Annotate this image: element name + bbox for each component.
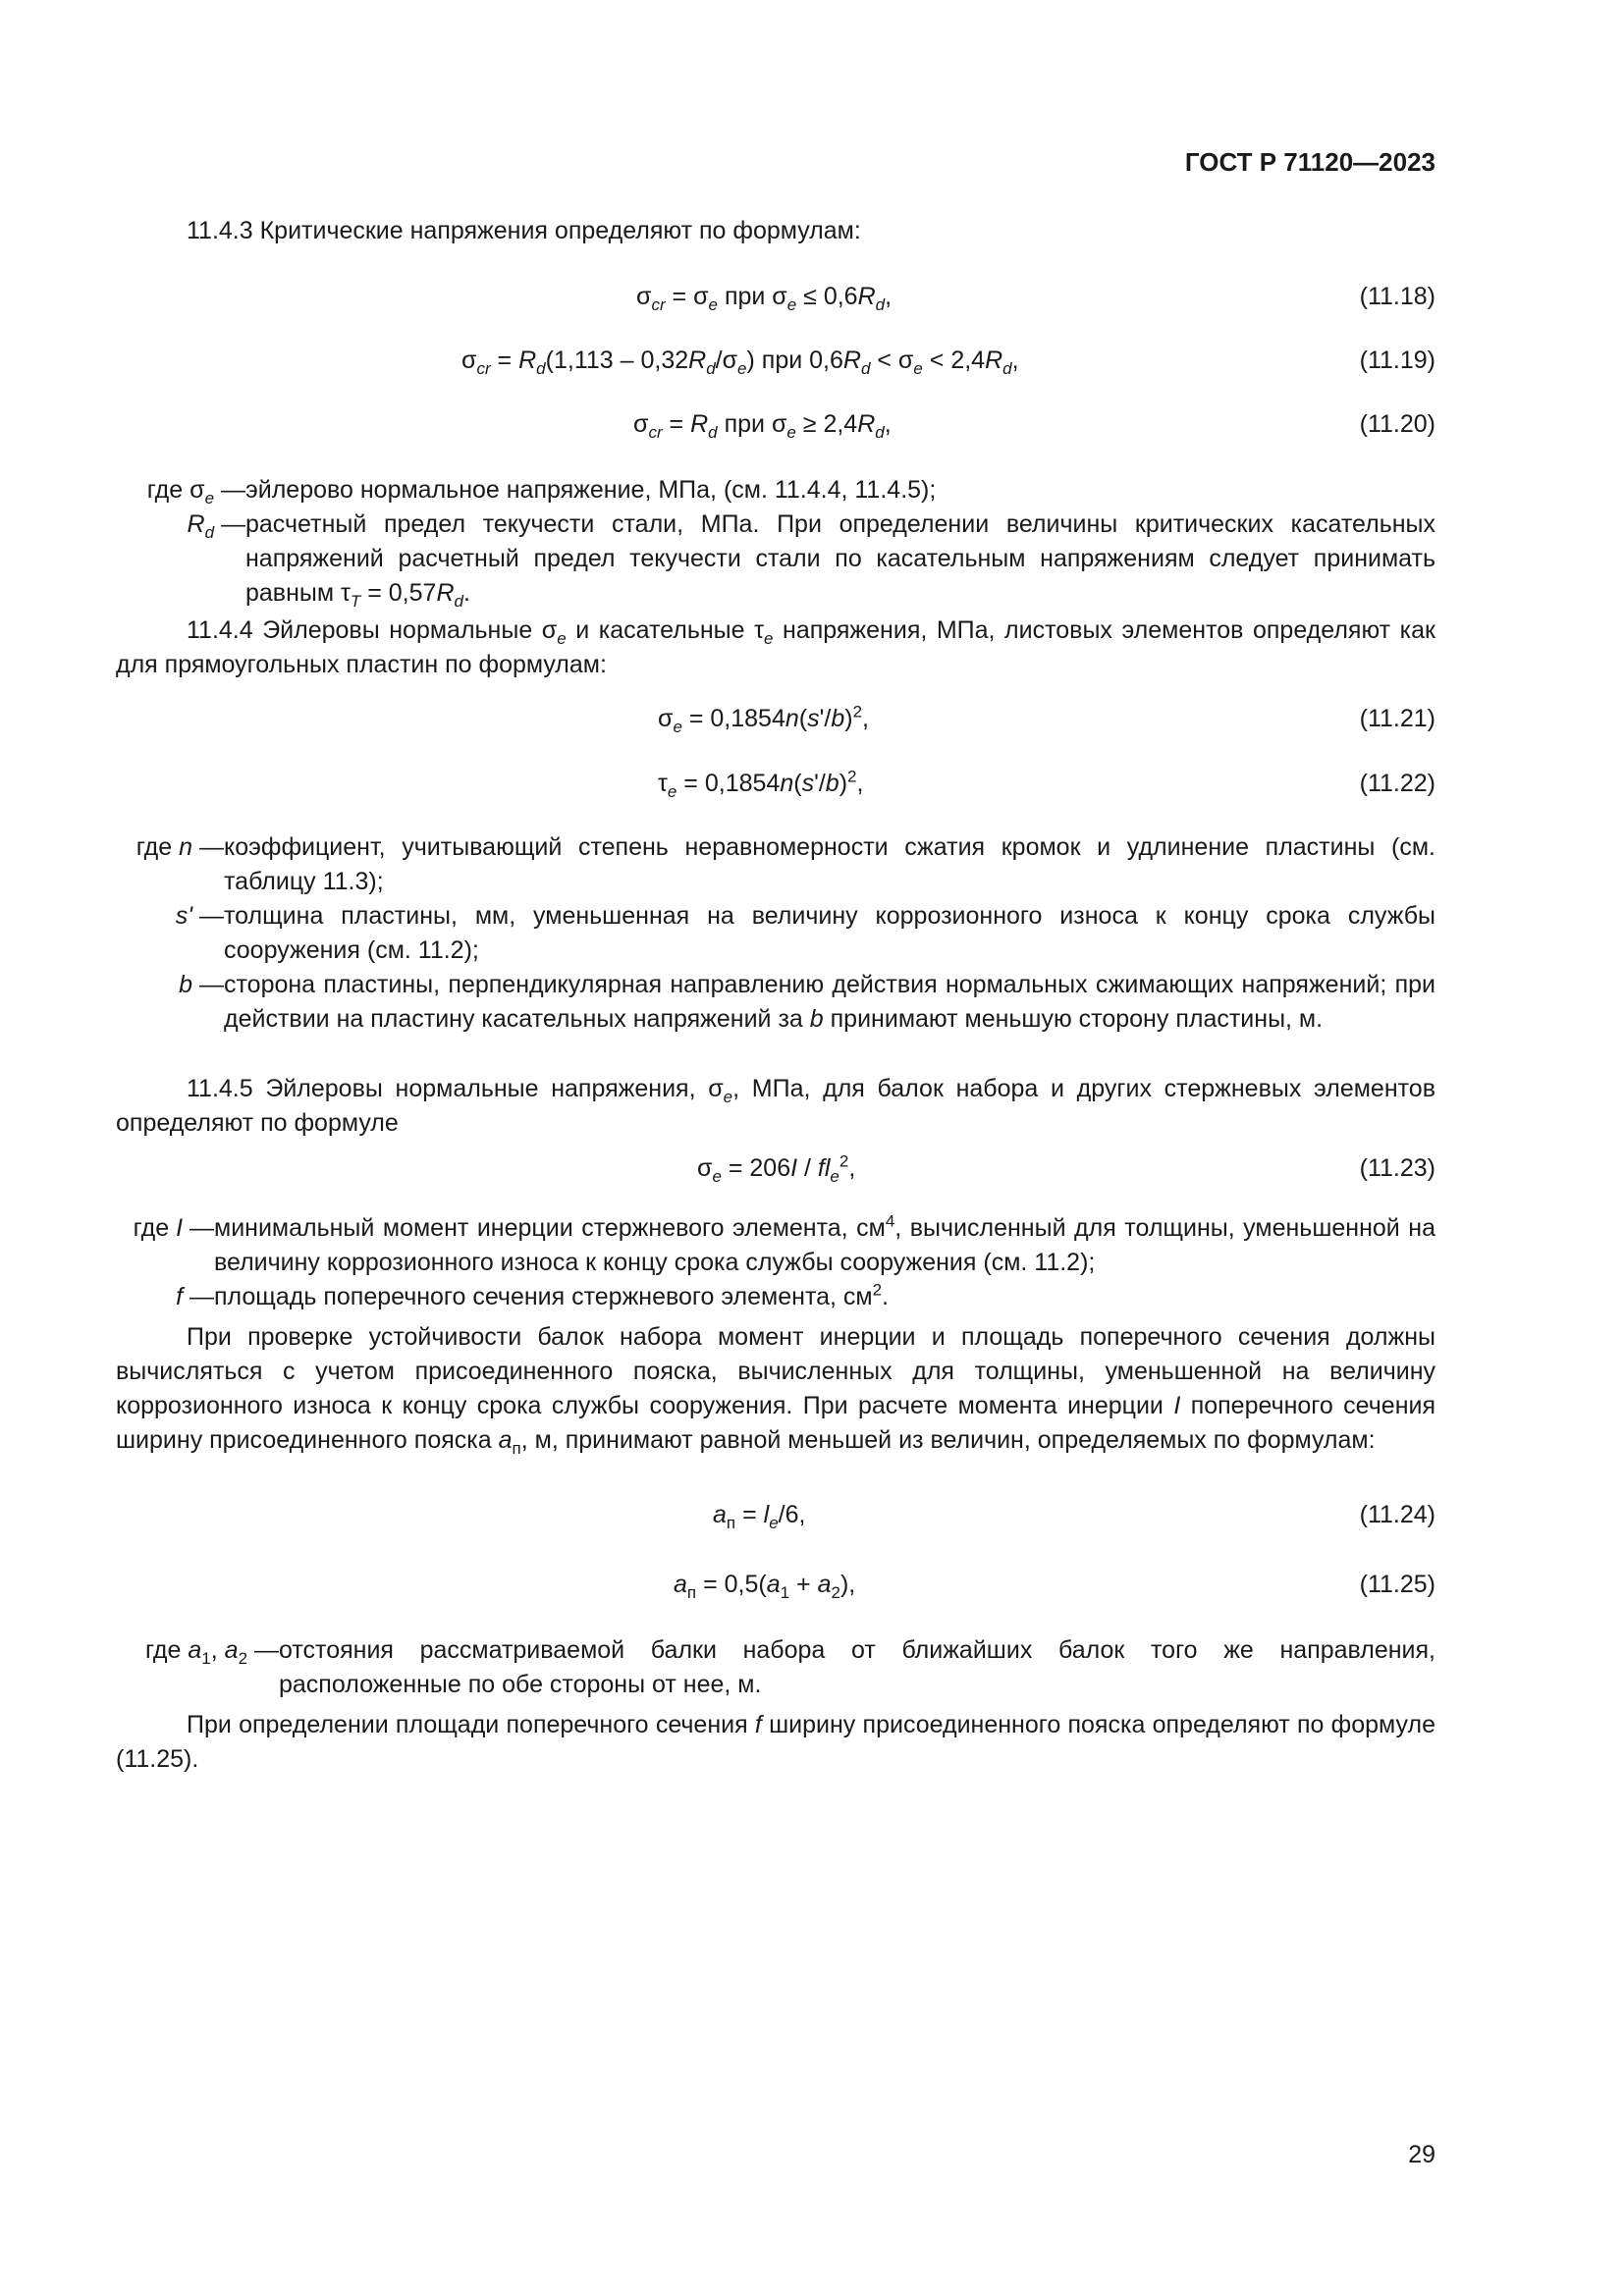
definition-text: отстояния рассматриваемой балки набора от ближайших балок того же направления, расположенные по обе стороны от нее, м. <box>279 1636 1435 1698</box>
formula-11-23: $\sigma_e = 206I / fl_e^2$, <box>697 1151 856 1186</box>
formula-11-22: $\tau_e = 0,1854n(s'/b)^2$, <box>658 767 864 801</box>
definition-item <box>116 1633 1435 1702</box>
area-paragraph: При определении площади поперечного сечения f ширину присоединенного пояска определяют по формуле (11.25). <box>116 1711 1435 1773</box>
equation-number: (11.23) <box>1359 1154 1435 1182</box>
definition-term: где n — <box>135 833 224 861</box>
document-header: ГОСТ Р 71120—2023 <box>1184 147 1435 177</box>
equation-row <box>116 1498 1435 1537</box>
definition-text: эйлерово нормальное напряжение, МПа, (см. 11.4.4, 11.4.5); <box>245 476 937 504</box>
equation-row <box>116 280 1435 319</box>
formula-11-24: $a_п = l_e/6$, <box>713 1501 806 1532</box>
equation-number: (11.25) <box>1359 1571 1435 1598</box>
definition-term: где $\sigma_e$ — <box>146 476 245 507</box>
definition-item <box>116 507 1435 611</box>
definition-term: где I — <box>133 1214 214 1242</box>
equation-number: (11.22) <box>1359 770 1435 797</box>
equation-row <box>116 1568 1435 1607</box>
definition-term: b — <box>179 971 224 998</box>
definition-term: где $a_1$, $a_2$ — <box>144 1636 279 1668</box>
equation-row <box>116 767 1435 806</box>
equation-number: (11.18) <box>1359 283 1435 310</box>
formula-11-21: $\sigma_e = 0,1854n(s'/b)^2$, <box>658 702 869 736</box>
formula-11-25: $a_п = 0,5(a_1 + a_2)$, <box>674 1571 856 1602</box>
definition-text: расчетный предел текучести стали, МПа. При определении величины критических касательных напряжений расчетный предел текучести стали по касательным напряжениям следует принимать равным $\tau_T = 0,57R_d$. <box>245 510 1435 611</box>
equation-number: (11.20) <box>1359 410 1435 438</box>
equation-row <box>116 344 1435 383</box>
definition-item <box>116 1280 1435 1314</box>
equation-number: (11.21) <box>1359 705 1435 732</box>
page-number: 29 <box>1408 2141 1435 2168</box>
equation-row <box>116 702 1435 741</box>
definition-text: сторона пластины, перпендикулярная направлению действия нормальных сжимающих напряжений; при действии на пластину касательных напряжений за b принимают меньшую сторону пластины, м. <box>224 971 1435 1033</box>
equation-number: (11.19) <box>1359 347 1435 374</box>
definition-term: s' — <box>175 902 224 930</box>
definition-text: толщина пластины, мм, уменьшенная на величину коррозионного износа к концу срока службы сооружения (см. 11.2); <box>224 902 1435 964</box>
definition-item <box>116 830 1435 899</box>
definition-item <box>116 899 1435 968</box>
definition-text: минимальный момент инерции стержневого элемента, $см^4$, вычисленный для толщины, уменьшенной на величину коррозионного износа к концу срока службы сооружения (см. 11.2); <box>214 1211 1435 1276</box>
equation-row <box>116 407 1435 447</box>
definition-item <box>116 1211 1435 1280</box>
definition-item <box>116 968 1435 1037</box>
stability-paragraph: При проверке устойчивости балок набора момент инерции и площадь поперечного сечения должны вычисляться с учетом присоединенного пояска, вычисленных для толщины, уменьшенной на величину коррозионного износа к концу срока службы сооружения. При расчете момента инерции I поперечного сечения ширину присоединенного пояска $a_п$, м, принимают равной меньшей из величин, определяемых по формулам: <box>116 1323 1435 1458</box>
formula-11-18: $\sigma_{cr} = \sigma_e$ при $\sigma_e \le 0,6R_d$, <box>636 283 893 314</box>
section-11-4-5-text: 11.4.5 Эйлеровы нормальные напряжения, $\sigma_e$, МПа, для балок набора и других стержневых элементов определяют по формуле <box>116 1075 1435 1137</box>
equation-number: (11.24) <box>1359 1501 1435 1528</box>
section-11-4-3-intro: 11.4.3 Критические напряжения определяют по формулам: <box>187 217 861 244</box>
definition-term: $R_d$ — <box>187 510 245 542</box>
definition-item <box>116 473 1435 507</box>
definition-text: коэффициент, учитывающий степень неравномерности сжатия кромок и удлинение пластины (см. таблицу 11.3); <box>224 833 1435 895</box>
equation-row <box>116 1151 1435 1191</box>
definition-text: площадь поперечного сечения стержневого элемента, $см^2$. <box>214 1280 890 1310</box>
formula-11-20: $\sigma_{cr} = R_d$ при $\sigma_e \ge 2,4R_d$, <box>633 410 892 442</box>
section-11-4-4-text: 11.4.4 Эйлеровы нормальные $\sigma_e$ и касательные $\tau_e$ напряжения, МПа, листовых элементов определяют как для прямоугольных пластин по формулам: <box>116 616 1435 678</box>
formula-11-19: $\sigma_{cr} = R_d(1,113 - 0,32R_d/\sigma_e)$ при $0,6R_d < \sigma_e < 2,4R_d$, <box>461 347 1019 378</box>
definition-term: f — <box>176 1283 214 1310</box>
